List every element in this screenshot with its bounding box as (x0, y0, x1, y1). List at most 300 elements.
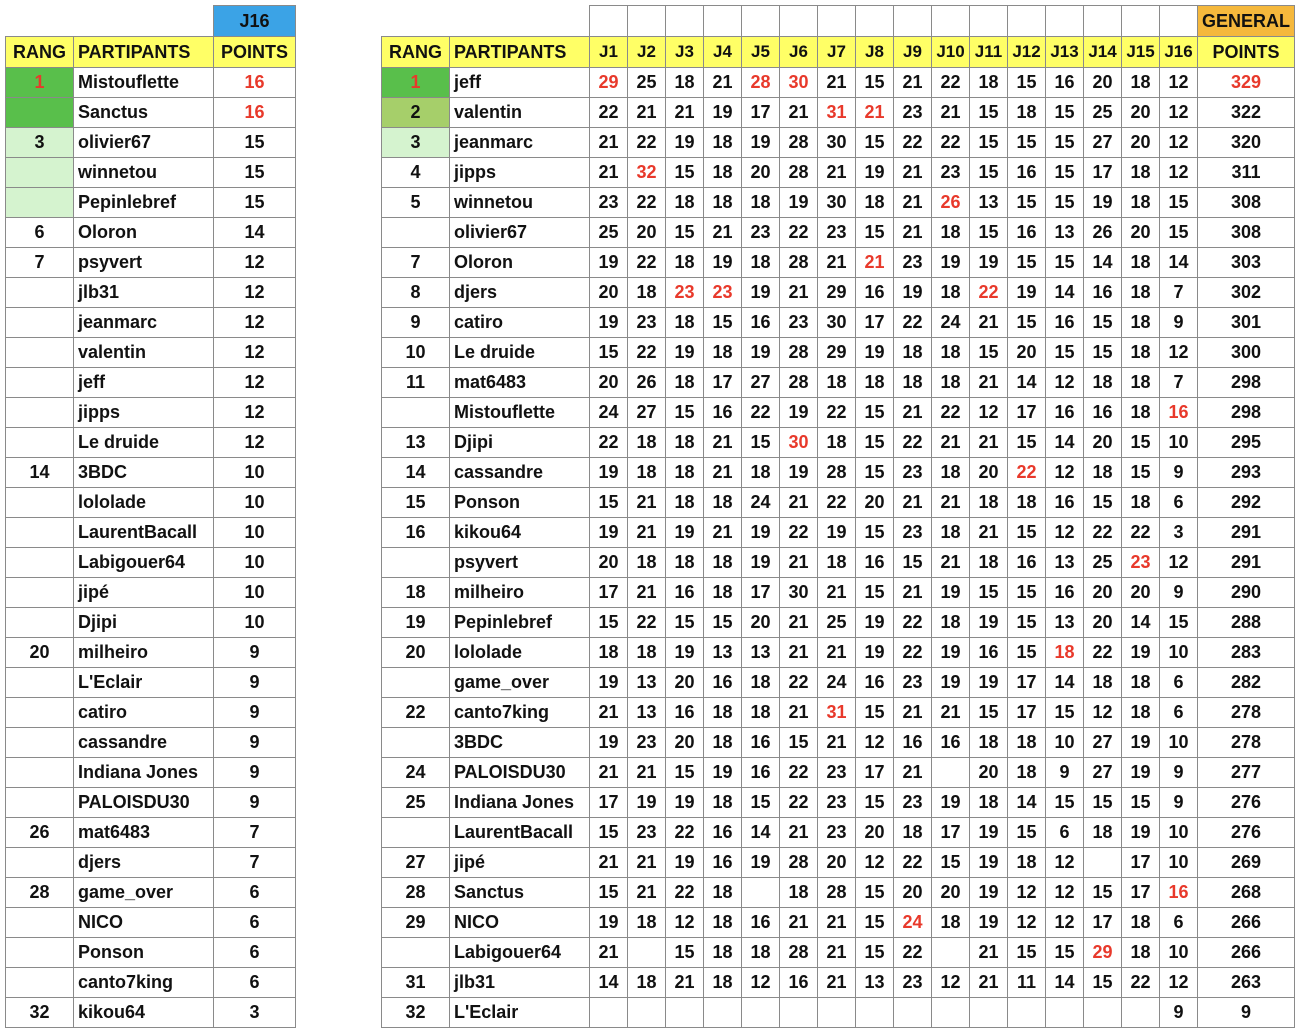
round-score-cell: 28 (780, 128, 818, 158)
round-column-header: J10 (932, 37, 970, 68)
round-score-cell: 19 (590, 668, 628, 698)
total-points-cell: 278 (1198, 698, 1295, 728)
rank-cell (6, 698, 74, 728)
round-column-header: J1 (590, 37, 628, 68)
round-score-cell: 15 (590, 608, 628, 638)
table-row (382, 908, 1295, 938)
round-score-cell: 18 (704, 938, 742, 968)
round-score-cell: 15 (1122, 458, 1160, 488)
round-score-cell: 21 (818, 968, 856, 998)
round-score-cell: 21 (780, 638, 818, 668)
table-row (6, 698, 296, 728)
round-score-cell: 22 (780, 518, 818, 548)
round-score-cell: 22 (628, 188, 666, 218)
points-cell: 10 (214, 458, 296, 488)
round-score-cell: 26 (932, 188, 970, 218)
round-score-cell: 21 (780, 488, 818, 518)
round-score-cell: 19 (1122, 638, 1160, 668)
round-score-cell: 19 (666, 848, 704, 878)
round-score-cell: 27 (1084, 758, 1122, 788)
round-score-cell: 6 (1160, 698, 1198, 728)
rank-cell (6, 398, 74, 428)
round-score-cell: 21 (704, 428, 742, 458)
round-score-cell: 22 (666, 818, 704, 848)
round-score-cell: 18 (666, 488, 704, 518)
round-score-cell: 18 (894, 338, 932, 368)
round-score-cell: 18 (1008, 728, 1046, 758)
points-cell: 10 (214, 518, 296, 548)
round-score-cell: 21 (818, 158, 856, 188)
round-score-cell: 18 (704, 488, 742, 518)
round-score-cell: 21 (894, 758, 932, 788)
total-points-cell: 322 (1198, 98, 1295, 128)
round-score-cell: 14 (1160, 248, 1198, 278)
round-score-cell: 19 (780, 188, 818, 218)
table-row (6, 938, 296, 968)
round-score-cell: 21 (970, 518, 1008, 548)
round-column-header: J14 (1084, 37, 1122, 68)
round-column-header: J16 (1160, 37, 1198, 68)
rank-cell (6, 158, 74, 188)
round-score-cell: 20 (742, 158, 780, 188)
round-score-cell: 19 (742, 848, 780, 878)
round-score-cell: 14 (1046, 428, 1084, 458)
rank-cell (6, 188, 74, 218)
table-row (6, 398, 296, 428)
table-row (382, 788, 1295, 818)
participant-name-cell: milheiro (450, 578, 590, 608)
round-score-cell: 19 (666, 338, 704, 368)
table-row (382, 848, 1295, 878)
round-score-cell: 19 (970, 608, 1008, 638)
round-score-cell: 23 (628, 728, 666, 758)
participant-name-cell: Oloron (74, 218, 214, 248)
total-points-cell: 282 (1198, 668, 1295, 698)
round-score-cell: 15 (1008, 248, 1046, 278)
table-row (6, 968, 296, 998)
round-score-cell: 19 (1122, 728, 1160, 758)
round-score-cell: 22 (818, 488, 856, 518)
round-column-header: J5 (742, 37, 780, 68)
table-row (382, 818, 1295, 848)
participant-name-cell: djers (450, 278, 590, 308)
table-row (382, 188, 1295, 218)
round-score-cell (666, 998, 704, 1028)
rank-cell (6, 968, 74, 998)
table-row (382, 278, 1295, 308)
round-score-cell: 15 (1046, 248, 1084, 278)
round-score-cell: 19 (932, 638, 970, 668)
round-score-cell: 12 (1160, 338, 1198, 368)
round-score-cell: 15 (1008, 518, 1046, 548)
round-score-cell: 21 (628, 488, 666, 518)
participants-column-header: PARTIPANTS (74, 37, 214, 68)
round-results-table (5, 5, 296, 1028)
round-column-header: J9 (894, 37, 932, 68)
round-score-cell: 12 (1160, 158, 1198, 188)
points-cell: 9 (214, 758, 296, 788)
round-score-cell: 15 (1046, 128, 1084, 158)
round-score-cell: 18 (932, 368, 970, 398)
round-score-cell (970, 998, 1008, 1028)
round-score-cell: 13 (970, 188, 1008, 218)
round-score-cell: 18 (1084, 458, 1122, 488)
rank-cell: 19 (382, 608, 450, 638)
round-score-cell: 9 (1160, 308, 1198, 338)
round-score-cell: 18 (704, 728, 742, 758)
round-score-cell: 21 (818, 578, 856, 608)
participant-name-cell: Labigouer64 (74, 548, 214, 578)
round-score-cell: 3 (1160, 518, 1198, 548)
round-score-cell: 18 (1122, 248, 1160, 278)
round-score-cell: 16 (1008, 218, 1046, 248)
round-score-cell: 15 (1008, 608, 1046, 638)
round-score-cell: 19 (590, 728, 628, 758)
rank-cell (6, 938, 74, 968)
round-score-cell: 19 (818, 518, 856, 548)
round-score-cell: 19 (1084, 188, 1122, 218)
rank-cell: 29 (382, 908, 450, 938)
rank-cell: 8 (382, 278, 450, 308)
round-score-cell: 13 (1046, 548, 1084, 578)
rank-cell (382, 668, 450, 698)
round-score-cell: 21 (780, 548, 818, 578)
round-column-header: J6 (780, 37, 818, 68)
points-cell: 12 (214, 248, 296, 278)
round-score-cell: 23 (666, 278, 704, 308)
round-score-cell: 18 (666, 548, 704, 578)
round-score-cell: 14 (590, 968, 628, 998)
rank-cell (382, 938, 450, 968)
round-score-cell: 19 (704, 98, 742, 128)
round-score-cell: 19 (970, 908, 1008, 938)
round-score-cell: 15 (704, 608, 742, 638)
round-score-cell: 15 (856, 788, 894, 818)
round-score-cell: 18 (704, 548, 742, 578)
rank-cell: 9 (382, 308, 450, 338)
round-score-cell: 19 (894, 278, 932, 308)
participant-name-cell: Pepinlebref (74, 188, 214, 218)
rank-column-header: RANG (382, 37, 450, 68)
table-row (6, 638, 296, 668)
table-row (6, 248, 296, 278)
round-score-cell: 10 (1160, 728, 1198, 758)
table-row (382, 668, 1295, 698)
round-score-cell: 18 (704, 698, 742, 728)
table-row (6, 308, 296, 338)
round-score-cell: 23 (704, 278, 742, 308)
round-score-cell: 19 (666, 788, 704, 818)
participant-name-cell: jlb31 (74, 278, 214, 308)
total-points-cell: 9 (1198, 998, 1295, 1028)
total-points-cell: 276 (1198, 818, 1295, 848)
points-cell: 6 (214, 878, 296, 908)
participant-name-cell: PALOISDU30 (450, 758, 590, 788)
participant-name-cell: Djipi (74, 608, 214, 638)
table-row (6, 158, 296, 188)
round-score-cell: 9 (1160, 458, 1198, 488)
round-score-cell: 21 (970, 938, 1008, 968)
round-score-cell: 20 (856, 818, 894, 848)
round-score-cell: 22 (818, 398, 856, 428)
round-score-cell: 19 (970, 668, 1008, 698)
round-score-cell: 12 (1084, 698, 1122, 728)
round-score-cell: 15 (970, 98, 1008, 128)
total-points-cell: 292 (1198, 488, 1295, 518)
round-score-cell: 15 (1008, 128, 1046, 158)
round-score-cell: 18 (628, 638, 666, 668)
round-score-cell: 19 (970, 248, 1008, 278)
round-score-cell: 18 (932, 278, 970, 308)
round-score-cell: 27 (1084, 128, 1122, 158)
rank-cell: 31 (382, 968, 450, 998)
rank-cell: 28 (382, 878, 450, 908)
round-score-cell: 13 (1046, 608, 1084, 638)
round-score-cell: 22 (932, 68, 970, 98)
participant-name-cell: L'Eclair (74, 668, 214, 698)
round-score-cell: 18 (1122, 338, 1160, 368)
participant-name-cell: Labigouer64 (450, 938, 590, 968)
round-score-cell: 15 (590, 878, 628, 908)
round-score-cell: 16 (1160, 398, 1198, 428)
round-score-cell: 15 (666, 218, 704, 248)
table-row (382, 308, 1295, 338)
round-score-cell: 18 (628, 428, 666, 458)
round-score-cell: 21 (894, 698, 932, 728)
round-score-cell: 17 (1008, 398, 1046, 428)
points-cell: 12 (214, 398, 296, 428)
round-score-cell: 18 (1008, 488, 1046, 518)
round-score-cell: 17 (856, 308, 894, 338)
round-score-cell: 18 (704, 338, 742, 368)
round-score-cell: 22 (780, 218, 818, 248)
participant-name-cell: djers (74, 848, 214, 878)
round-score-cell: 19 (970, 818, 1008, 848)
round-score-cell: 19 (856, 158, 894, 188)
round-score-cell: 18 (818, 428, 856, 458)
round-score-cell: 16 (1046, 488, 1084, 518)
round-score-cell: 30 (780, 578, 818, 608)
round-score-cell: 9 (1160, 578, 1198, 608)
round-score-cell: 15 (780, 728, 818, 758)
round-score-cell: 23 (894, 458, 932, 488)
participant-name-cell: winnetou (74, 158, 214, 188)
round-score-cell: 18 (1122, 938, 1160, 968)
rank-cell (6, 668, 74, 698)
total-points-cell: 311 (1198, 158, 1295, 188)
table-row (6, 788, 296, 818)
round-score-cell: 15 (894, 548, 932, 578)
round-score-cell: 18 (1122, 668, 1160, 698)
table-row (382, 458, 1295, 488)
round-score-cell: 16 (666, 578, 704, 608)
round-score-cell: 21 (894, 218, 932, 248)
round-score-cell: 15 (704, 308, 742, 338)
round-score-cell: 22 (894, 638, 932, 668)
rank-cell: 20 (6, 638, 74, 668)
round-score-cell: 32 (628, 158, 666, 188)
round-score-cell: 19 (742, 278, 780, 308)
round-score-cell: 15 (856, 458, 894, 488)
round-score-cell: 15 (1046, 188, 1084, 218)
round-score-cell: 19 (856, 608, 894, 638)
round-score-cell: 22 (590, 98, 628, 128)
round-score-cell: 15 (1008, 308, 1046, 338)
round-score-cell: 18 (932, 518, 970, 548)
table-row (6, 878, 296, 908)
round-score-cell: 20 (1122, 578, 1160, 608)
participant-name-cell: 3BDC (450, 728, 590, 758)
rank-cell: 27 (382, 848, 450, 878)
round-score-cell: 15 (666, 158, 704, 188)
round-score-cell: 19 (932, 668, 970, 698)
round-score-cell: 18 (666, 248, 704, 278)
round-score-cell: 20 (1084, 608, 1122, 638)
participant-name-cell: cassandre (74, 728, 214, 758)
round-score-cell: 22 (894, 428, 932, 458)
rank-cell (6, 368, 74, 398)
round-score-cell: 19 (856, 338, 894, 368)
round-score-cell: 17 (1122, 878, 1160, 908)
round-score-cell: 22 (628, 128, 666, 158)
round-score-cell: 22 (628, 248, 666, 278)
participant-name-cell: jeff (450, 68, 590, 98)
table-row (6, 488, 296, 518)
round-score-cell: 16 (856, 668, 894, 698)
table-row (6, 998, 296, 1028)
round-score-cell: 13 (742, 638, 780, 668)
rank-cell (6, 728, 74, 758)
round-score-cell: 16 (856, 278, 894, 308)
round-score-cell: 25 (1084, 98, 1122, 128)
round-column-header: J4 (704, 37, 742, 68)
round-score-cell: 28 (780, 938, 818, 968)
round-score-cell: 21 (932, 698, 970, 728)
round-score-cell: 18 (742, 668, 780, 698)
participant-name-cell: LaurentBacall (74, 518, 214, 548)
total-points-cell: 291 (1198, 518, 1295, 548)
round-score-cell: 22 (666, 878, 704, 908)
round-column-header: J2 (628, 37, 666, 68)
round-score-cell: 15 (666, 758, 704, 788)
round-score-cell: 16 (1008, 548, 1046, 578)
round-score-cell: 29 (818, 338, 856, 368)
round-score-cell: 18 (1084, 368, 1122, 398)
round-score-cell: 20 (1122, 128, 1160, 158)
rank-cell: 24 (382, 758, 450, 788)
round-score-cell: 6 (1160, 488, 1198, 518)
round-score-cell: 18 (1008, 758, 1046, 788)
round-score-cell: 21 (628, 758, 666, 788)
round-score-cell: 18 (1084, 668, 1122, 698)
round-score-cell: 18 (704, 158, 742, 188)
rank-column-header: RANG (6, 37, 74, 68)
rank-cell (382, 728, 450, 758)
general-standings-table (381, 5, 1295, 1028)
participant-name-cell: Indiana Jones (74, 758, 214, 788)
round-score-cell: 21 (818, 638, 856, 668)
round-score-cell: 18 (856, 368, 894, 398)
round-score-cell: 22 (1084, 518, 1122, 548)
round-score-cell: 15 (666, 608, 704, 638)
round-score-cell: 22 (1084, 638, 1122, 668)
round-score-cell: 16 (1084, 398, 1122, 428)
round-score-cell: 21 (818, 248, 856, 278)
rank-cell (6, 908, 74, 938)
round-score-cell: 16 (704, 398, 742, 428)
round-score-cell: 15 (856, 68, 894, 98)
round-score-cell: 21 (590, 158, 628, 188)
total-points-cell: 288 (1198, 608, 1295, 638)
round-score-cell: 18 (742, 458, 780, 488)
round-score-cell: 18 (704, 908, 742, 938)
round-score-cell: 15 (1122, 788, 1160, 818)
rank-cell (6, 578, 74, 608)
round-score-cell: 20 (1122, 98, 1160, 128)
rank-cell: 6 (6, 218, 74, 248)
round-score-cell: 12 (1160, 98, 1198, 128)
round-score-cell: 6 (1160, 908, 1198, 938)
round-score-cell: 13 (628, 668, 666, 698)
points-cell: 16 (214, 68, 296, 98)
participant-name-cell: game_over (74, 878, 214, 908)
table-row (6, 338, 296, 368)
round-score-cell: 12 (1160, 548, 1198, 578)
round-score-cell: 18 (1122, 278, 1160, 308)
round-score-cell: 13 (856, 968, 894, 998)
round-score-cell: 18 (780, 878, 818, 908)
round-score-cell (1046, 998, 1084, 1028)
participant-name-cell: Le druide (450, 338, 590, 368)
round-score-cell: 18 (666, 368, 704, 398)
round-score-cell: 21 (704, 68, 742, 98)
total-points-column-header: POINTS (1198, 37, 1295, 68)
round-score-cell: 19 (1008, 278, 1046, 308)
round-column-header: J15 (1122, 37, 1160, 68)
round-score-cell: 19 (704, 758, 742, 788)
round-score-cell: 15 (1046, 98, 1084, 128)
participant-name-cell: Mistouflette (74, 68, 214, 98)
table-row (382, 428, 1295, 458)
points-cell: 7 (214, 818, 296, 848)
round-score-cell: 16 (1046, 308, 1084, 338)
participant-name-cell: kikou64 (74, 998, 214, 1028)
round-score-cell: 19 (932, 578, 970, 608)
table-row (382, 998, 1295, 1028)
round-score-cell: 14 (1046, 668, 1084, 698)
participant-name-cell: mat6483 (450, 368, 590, 398)
round-score-cell: 15 (856, 128, 894, 158)
round-score-cell: 21 (856, 248, 894, 278)
rank-cell: 5 (382, 188, 450, 218)
participant-name-cell: jeanmarc (74, 308, 214, 338)
total-points-cell: 295 (1198, 428, 1295, 458)
round-score-cell: 15 (1008, 638, 1046, 668)
round-score-cell: 23 (590, 188, 628, 218)
round-score-cell: 21 (590, 848, 628, 878)
round-score-cell: 16 (894, 728, 932, 758)
round-score-cell: 20 (590, 278, 628, 308)
table-row (382, 218, 1295, 248)
round-score-cell: 21 (818, 728, 856, 758)
round-score-cell: 21 (818, 68, 856, 98)
round-score-cell: 21 (970, 368, 1008, 398)
round-score-cell: 20 (1084, 578, 1122, 608)
round-score-cell: 12 (1008, 878, 1046, 908)
table-row (6, 758, 296, 788)
round-score-cell: 25 (818, 608, 856, 638)
round-score-cell (628, 998, 666, 1028)
